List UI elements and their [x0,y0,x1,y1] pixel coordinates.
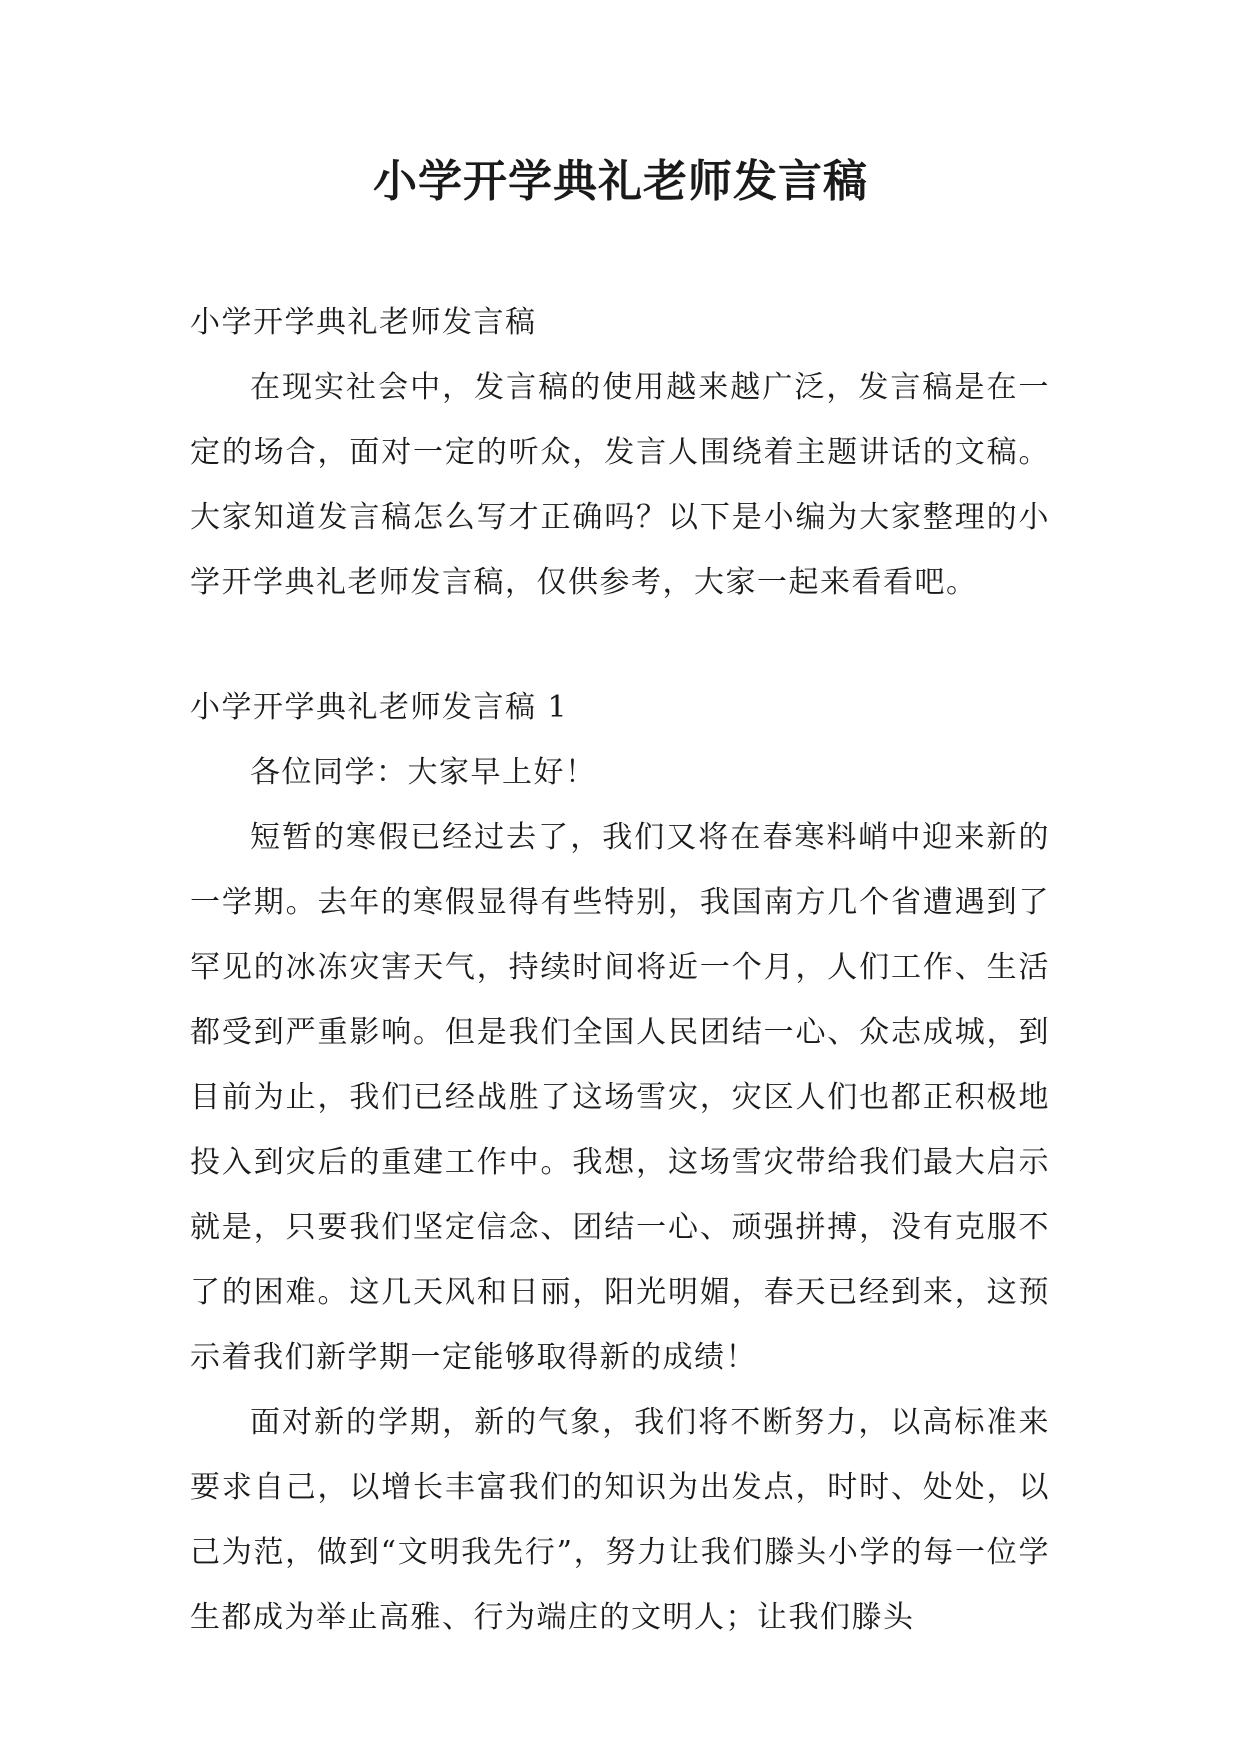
intro-paragraph: 在现实社会中，发言稿的使用越来越广泛，发言稿是在一定的场合，面对一定的听众，发言人围绕着主题讲话的文稿。大家知道发言稿怎么写才正确吗？以下是小编为大家整理的小学开学典礼老师发言稿，仅供参考，大家一起来看看吧。 [190,370,1050,600]
section1-paragraph: 短暂的寒假已经过去了，我们又将在春寒料峭中迎来新的一学期。去年的寒假显得有些特别，我国南方几个省遭遇到了罕见的冰冻灾害天气，持续时间将近一个月，人们工作、生活都受到严重影响。但是我们全国人民团结一心、众志成城，到目前为止，我们已经战胜了这场雪灾，灾区人们也都正积极地投入到灾后的重建工作中。我想，这场雪灾带给我们最大启示就是，只要我们坚定信念、团结一心、顽强拼搏，没有克服不了的困难。这几天风和日丽，阳光明媚，春天已经到来，这预示着我们新学期一定能够取得新的成绩！ [190,820,1050,1375]
document-body [190,290,1050,1650]
intro-heading: 小学开学典礼老师发言稿 [190,305,537,340]
section1-paragraph: 面对新的学期，新的气象，我们将不断努力，以高标准来要求自己，以增长丰富我们的知识为出发点，时时、处处，以己为范，做到“文明我先行”，努力让我们滕头小学的每一位学生都成为举止高雅、行为端庄的文明人；让我们滕头 [190,1405,1050,1635]
section1-greeting: 各位同学：大家早上好！ [250,755,597,790]
section1-heading: 小学开学典礼老师发言稿 1 [190,690,569,725]
document-title: 小学开学典礼老师发言稿 [373,156,868,207]
section-spacer [190,615,1050,675]
